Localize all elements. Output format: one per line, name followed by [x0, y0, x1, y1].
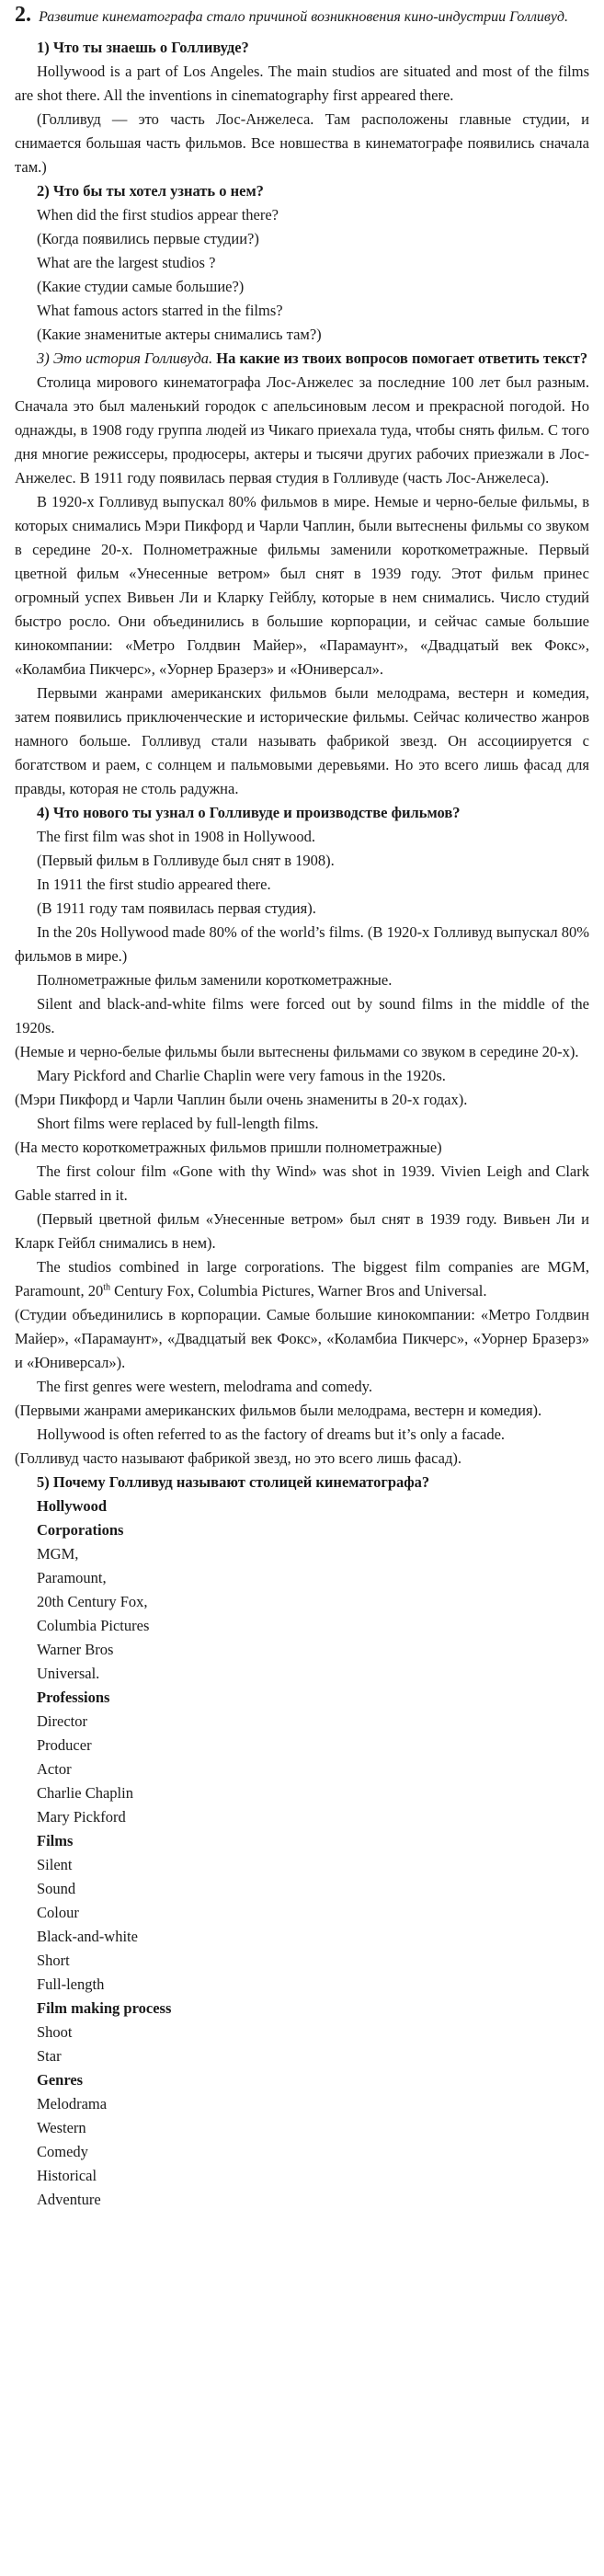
question-2-line: (Какие знаменитые актеры снимались там?)	[37, 326, 322, 343]
fact-line: The first film was shot in 1908 in Hollywood.	[37, 828, 315, 845]
group-item: Director	[37, 1712, 87, 1730]
fact-line: (Голливуд часто называют фабрикой звезд, но это всего лишь фасад).	[15, 1449, 462, 1467]
group-heading: Films	[37, 1832, 74, 1849]
task-header	[15, 4, 589, 29]
group-item: Actor	[37, 1760, 72, 1778]
group-item: Mary Pickford	[37, 1808, 126, 1826]
answer-1-english: Hollywood is a part of Los Angeles. The main studios are situated and most of the films are shot there. All the inventions in cinematography first appeared there.	[15, 63, 589, 104]
question-2-line: What famous actors starred in the films?	[37, 302, 283, 319]
studios-superscript: th	[103, 1282, 111, 1293]
group-item: Producer	[37, 1736, 92, 1754]
group-heading: Professions	[37, 1689, 110, 1706]
group-heading: Genres	[37, 2071, 84, 2089]
fact-line: The first colour film «Gone with thy Wind» was shot in 1939. Vivien Leigh and Clark Gable starred in it.	[15, 1162, 589, 1204]
group-item: Colour	[37, 1904, 79, 1921]
task-number: 2.	[15, 3, 31, 27]
group-item: Comedy	[37, 2143, 88, 2160]
fact-line: (Первый цветной фильм «Унесенные ветром» был снят в 1939 году. Вивьен Ли и Кларк Гейбл снимались в нем).	[15, 1210, 589, 1252]
group-item: Paramount,	[37, 1569, 107, 1586]
question-2-line: (Когда появились первые студии?)	[37, 230, 259, 247]
answer-1-russian: (Голливуд — это часть Лос-Анжелеса. Там расположены главные студии, и снимается большая часть фильмов. Все новшества в кинематографе появились сначала там.)	[15, 110, 589, 176]
question-3-heading	[15, 347, 589, 371]
studios-text-end: Century Fox, Columbia Pictures, Warner Bros and Universal.	[110, 1282, 487, 1299]
group-item: Adventure	[37, 2191, 101, 2208]
question-2-heading: 2) Что бы ты хотел узнать о нем?	[37, 182, 264, 200]
fact-line: The first genres were western, melodrama and comedy.	[37, 1378, 372, 1395]
fact-line: In 1911 the first studio appeared there.	[37, 876, 271, 893]
group-item: 20th Century Fox,	[37, 1593, 148, 1610]
group-heading: Film making process	[37, 1999, 172, 2017]
group-item: Short	[37, 1952, 70, 1969]
fact-line: (Первый фильм в Голливуде был снят в 1908).	[37, 852, 335, 869]
history-paragraph: Столица мирового кинематографа Лос-Анжелес за последние 100 лет был разным. Сначала это был маленький городок с апельсиновым лесом и прекрасной погодой. Но однажды, в 1908 году группа людей из Чикаго приехала туда, чтобы снять фильм. С того дня многие режиссеры, продюсеры, актеры и тысячи других рабочих приезжали в Лос-Анжелес. В 1911 году появилась первая студия в Голливуде (часть Лос-Анжелеса).	[15, 373, 589, 487]
fact-line: (Первыми жанрами американских фильмов были мелодрама, вестерн и комедия).	[15, 1402, 542, 1419]
group-item: Western	[37, 2119, 86, 2136]
fact-line: Short films were replaced by full-length films.	[37, 1115, 319, 1132]
studios-text-start: The studios combined in large corporations. The biggest film companies are MGM, Paramount, 20	[15, 1258, 589, 1299]
question-2-line: What are the largest studios ?	[37, 254, 216, 271]
group-item: MGM,	[37, 1545, 79, 1563]
fact-line: (Мэри Пикфорд и Чарли Чаплин были очень знамениты в 20-х годах).	[15, 1091, 468, 1108]
question-3-heading-bold: На какие из твоих вопросов помогает ответить текст?	[212, 349, 588, 367]
question-2-line: When did the first studios appear there?	[37, 206, 279, 223]
group-item: Warner Bros	[37, 1641, 114, 1658]
word-map-title: Hollywood	[37, 1497, 108, 1515]
group-item: Star	[37, 2047, 62, 2065]
fact-line: Hollywood is often referred to as the factory of dreams but it’s only a facade.	[37, 1425, 506, 1443]
group-item: Silent	[37, 1856, 73, 1873]
fact-line: Mary Pickford and Charlie Chaplin were very famous in the 1920s.	[37, 1067, 446, 1084]
fact-line: (Студии объединились в корпорации. Самые большие кинокомпании: «Метро Голдвин Майер», «Парамаунт», «Двадцатый век Фокс», «Коламбиа Пикчерс», «Уорнер Бразерз» и «Юниверсал»).	[15, 1306, 589, 1371]
question-4-heading: 4) Что нового ты узнал о Голливуде и производстве фильмов?	[37, 804, 461, 821]
question-1-heading: 1) Что ты знаешь о Голливуде?	[37, 39, 249, 56]
history-paragraph: Первыми жанрами американских фильмов были мелодрама, вестерн и комедия, затем появились приключенческие и исторические фильмы. Сейчас количество жанров намного больше. Голливуд стали называть фабрикой звезд. Он ассоциируется с богатством и раем, с солнцем и пальмовыми деревьями. Но это всего лишь фасад для правды, которая не столь радужна.	[15, 684, 589, 797]
group-item: Sound	[37, 1880, 76, 1897]
fact-line: Silent and black-and-white films were forced out by sound films in the middle of the 1920s.	[15, 995, 589, 1036]
group-heading: Corporations	[37, 1521, 124, 1539]
question-4-lines	[15, 825, 589, 1471]
group-item: Melodrama	[37, 2095, 108, 2112]
question-2-line: (Какие студии самые большие?)	[37, 278, 245, 295]
question-3-heading-italic: 3) Это история Голливуда.	[37, 349, 213, 367]
fact-line: (В 1911 году там появилась первая студия).	[37, 899, 316, 917]
group-item: Charlie Chaplin	[37, 1784, 133, 1802]
group-item: Full-length	[37, 1975, 105, 1993]
hollywood-word-map	[15, 1494, 589, 2212]
fact-line: (Немые и черно-белые фильмы были вытеснены фильмами со звуком в середине 20-х).	[15, 1043, 579, 1060]
fact-line: In the 20s Hollywood made 80% of the world’s films. (В 1920-х Голливуд выпускал 80% фильмов в мире.)	[15, 923, 589, 965]
group-item: Shoot	[37, 2023, 73, 2041]
group-item: Historical	[37, 2167, 97, 2184]
group-item: Columbia Pictures	[37, 1617, 150, 1634]
task-title: Развитие кинематографа стало причиной возникновения кино-индустрии Голливуд.	[39, 9, 569, 25]
fact-line: Полнометражные фильм заменили короткометражные.	[37, 971, 393, 989]
group-item: Universal.	[37, 1665, 100, 1682]
question-5-heading: 5) Почему Голливуд называют столицей кинематографа?	[37, 1473, 430, 1491]
group-item: Black-and-white	[37, 1928, 138, 1945]
fact-line: (На место короткометражных фильмов пришли полнометражные)	[15, 1139, 442, 1156]
studios-line	[15, 1255, 589, 1303]
history-paragraph: В 1920-х Голливуд выпускал 80% фильмов в мире. Немые и черно-белые фильмы, в которых снимались Мэри Пикфорд и Чарли Чаплин, были вытеснены фильмы со звуком в середине 20-х. Полнометражные фильмы заменили короткометражные. Первый цветной фильм «Унесенные ветром» был снят в 1939 году. Этот фильм принес огромный успех Вивьен Ли и Кларку Гейблу, которые в нем снимались. Число студий быстро росло. Они объединились в большие корпорации, и сейчас самые большие кинокомпании: «Метро Голдвин Майер», «Парамаунт», «Двадцатый век Фокс», «Коламбиа Пикчерс», «Уорнер Бразерз» и «Юниверсал».	[15, 493, 589, 678]
